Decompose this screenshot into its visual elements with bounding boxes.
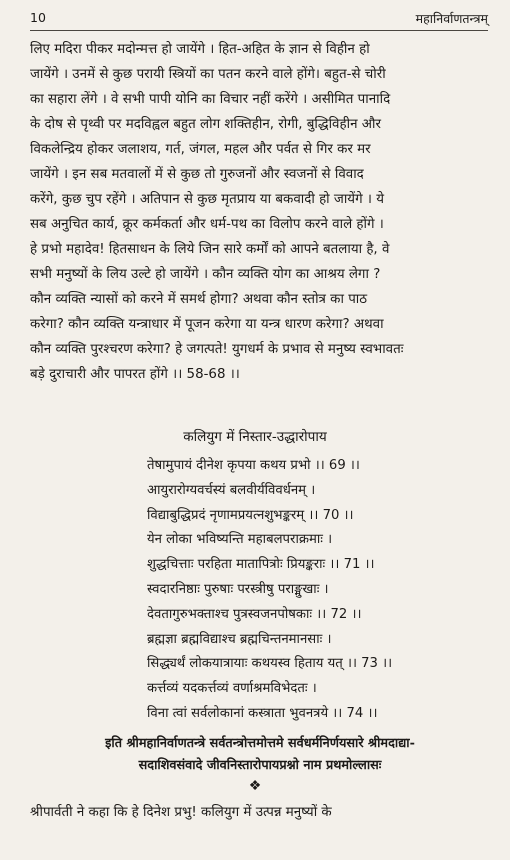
paragraph-line: करेंगे, कुछ चुप रहेंगे । अतिपान से कुछ मृतप्राय या बकवादी हो जायेंगे । ये — [30, 192, 384, 207]
page-number: 10 — [30, 10, 46, 25]
paragraph-line: हे प्रभो महादेव! हितसाधन के लिये जिन सारे कर्मों को आपने बतलाया है, वे — [30, 242, 390, 257]
verse-line: तेषामुपायं दीनेश कृपया कथय प्रभो ।। 69 ।। — [147, 458, 360, 473]
ornament-icon: ❖ — [248, 778, 262, 794]
paragraph-line: सब अनुचित कार्य, क्रूर कर्मकर्ता और धर्म-पथ का विलोप करने वाले होंगे । — [30, 217, 384, 232]
paragraph-line: कौन व्यक्ति न्यासों को करने में समर्थ होगा? अथवा कौन स्तोत्र का पाठ — [30, 292, 368, 307]
paragraph-line: का सहारा लेंगे । वे सभी पापी योनि का विचार नहीं करेंगे । असीमित पानादि — [30, 92, 391, 107]
closing-line: श्रीपार्वती ने कहा कि हे दिनेश प्रभु! कलियुग में उत्पन्न मनुष्यों के — [30, 805, 332, 820]
verse-line: शुद्धचित्ताः परहिता मातापित्रोः प्रियङ्कराः ।। 71 ।। — [147, 557, 375, 573]
paragraph-line: लिए मदिरा पीकर मदोन्मत्त हो जायेंगे । हित-अहित के ज्ञान से विहीन हो — [30, 42, 370, 57]
verse-line: सिद्ध्यर्थं लोकयात्रायाः कथयस्व हिताय यत् ।। 73 ।। — [147, 656, 393, 672]
running-header — [30, 10, 488, 28]
paragraph-line: जायेंगे । उनमें से कुछ परायी स्त्रियों का पतन करने वाले होंगे। बहुत-से चोरी — [30, 67, 386, 82]
verse-line: ब्रह्मज्ञा ब्रह्मविद्याश्च ब्रह्मचिन्तनमानसाः । — [147, 631, 332, 647]
colophon-line-1: इति श्रीमहानिर्वाणतन्त्रे सर्वतन्त्रोत्तमोत्तमे सर्वधर्मनिर्णयसारे श्रीमदाद्या- — [105, 736, 415, 751]
paragraph-line: करेगा? कौन व्यक्ति यन्त्राधार में पूजन करेगा या यन्त्र धारण करेगा? अथवा — [30, 317, 384, 332]
verse-line: येन लोका भविष्यन्ति महाबलपराक्रमाः । — [147, 532, 333, 548]
paragraph-line: सभी मनुष्यों के लिय उल्टे हो जायेंगे । कौन व्यक्ति योग का आश्रय लेगा ? — [30, 267, 381, 282]
verse-line: स्वदारनिष्ठाः पुरुषाः परस्त्रीषु पराङ्मुखाः । — [147, 581, 329, 597]
paragraph-line: विकलेन्द्रिय होकर जलाशय, गर्त, जंगल, महल और पर्वत से गिर कर मर — [30, 142, 371, 157]
body-paragraph — [30, 37, 485, 387]
paragraph-line: बड़े दुराचारी और पापरत होंगे ।। 58-68 ।। — [30, 367, 240, 382]
header-rule — [30, 30, 488, 31]
paragraph-line: के दोष से पृथ्वी पर मदविह्वल बहुत लोग शक्तिहीन, रोगी, बुद्धिविहीन और — [30, 117, 381, 132]
verse-line: देवतागुरुभक्ताश्च पुत्रस्वजनपोषकाः ।। 72 ।। — [147, 606, 362, 622]
verse-line: विना त्वां सर्वलोकानां कस्त्राता भुवनत्रये ।। 74 ।। — [147, 705, 378, 721]
sanskrit-verses — [147, 454, 447, 727]
book-title: महानिर्वाणतन्त्रम् — [415, 11, 488, 26]
verse-line: आयुरारोग्यवर्चस्यं बलवीर्यविवर्धनम् । — [147, 482, 316, 498]
paragraph-line: जायेंगे । इन सब मतवालों में से कुछ तो गुरुजनों और स्वजनों से विवाद — [30, 167, 364, 182]
paragraph-line: कौन व्यक्ति पुरश्चरण करेगा? हे जगत्पते! युगधर्म के प्रभाव से मनुष्य स्वभावतः — [30, 342, 404, 357]
verse-line: कर्त्तव्यं यदकर्त्तव्यं वर्णाश्रमविभेदतः । — [147, 681, 317, 697]
verse-line: विद्याबुद्धिप्रदं नृणामप्रयत्नशुभङ्करम् ।। 70 ।। — [147, 507, 354, 523]
colophon-line-2: सदाशिवसंवादे जीवनिस्तारोपायप्रश्नो नाम प्रथमोल्लासः — [138, 758, 382, 773]
section-heading: कलियुग में निस्तार-उद्धारोपाय — [183, 429, 327, 445]
